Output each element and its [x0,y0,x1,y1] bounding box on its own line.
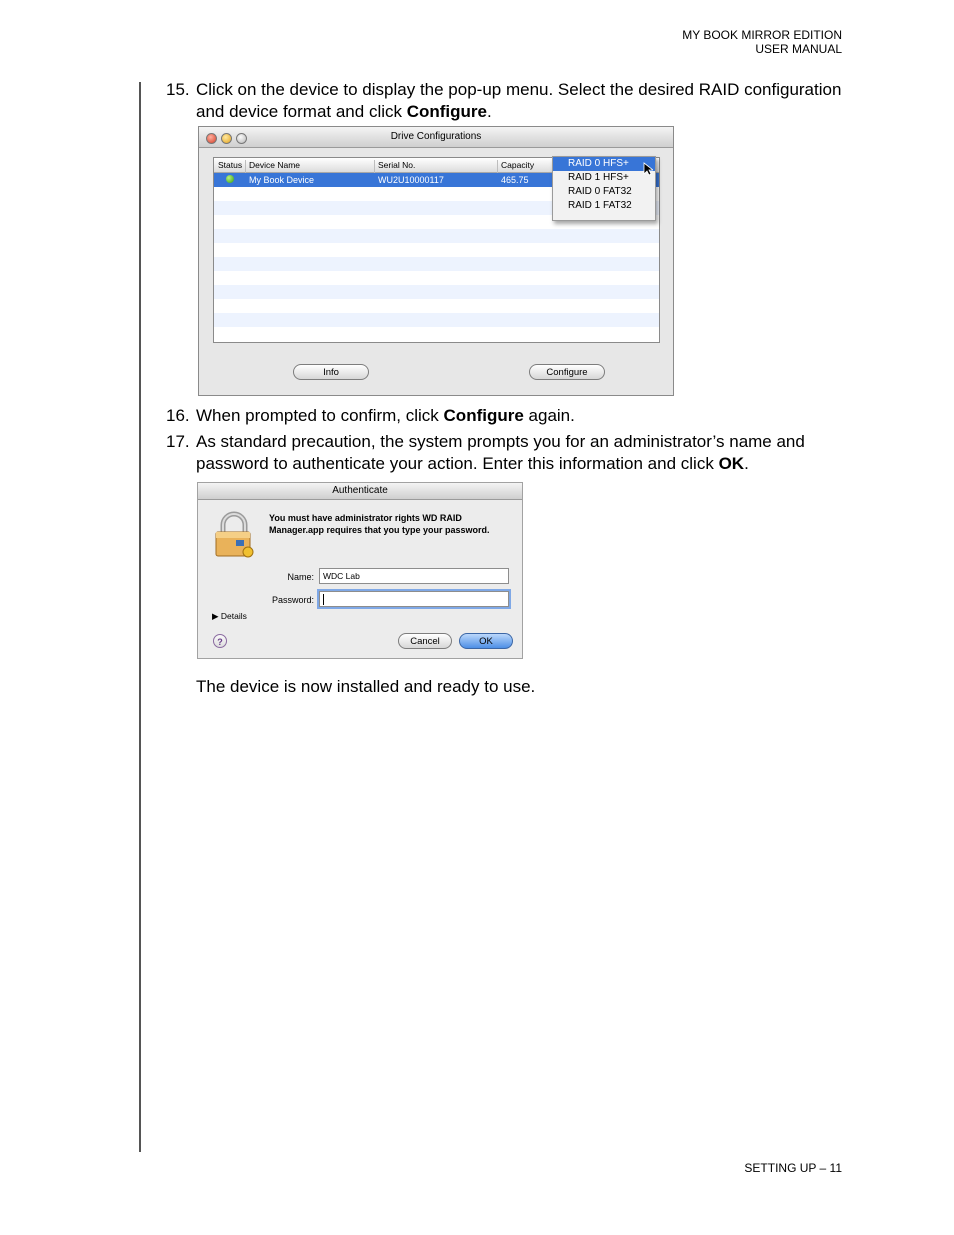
capacity-cell: 465.75 [501,175,529,185]
status-ok-icon [226,175,234,183]
step-17 [166,431,856,475]
window-titlebar [198,483,522,500]
step-number: 17. [166,432,190,451]
step-text: When prompted to confirm, click Configure again. [196,406,575,425]
name-field[interactable]: WDC Lab [319,568,509,584]
menu-item-raid1-hfs[interactable]: RAID 1 HFS+ [568,172,629,183]
auth-message: You must have administrator rights WD RAID Manager.app requires that you type your password. [269,513,490,535]
details-disclosure[interactable] [212,611,247,622]
step-keyword: Configure [406,102,487,121]
authenticate-dialog [197,482,523,659]
step-16 [166,405,856,427]
ok-button[interactable]: OK [459,633,513,649]
margin-rule [139,82,141,1152]
page-footer: SETTING UP – 11 [744,1161,842,1175]
step-text: As standard precaution, the system prompts you for an administrator’s name and password to authenticate your action. Enter this information and click OK. [196,432,805,473]
menu-item-raid1-fat32[interactable]: RAID 1 FAT32 [568,200,632,211]
step-keyword: Configure [443,406,524,425]
info-button[interactable]: Info [293,364,369,380]
step-15 [166,79,856,123]
step-number: 15. [166,80,190,99]
device-name-cell: My Book Device [249,175,315,185]
drive-configurations-window [198,126,674,396]
column-serial[interactable]: Serial No. [378,160,416,170]
cancel-button[interactable]: Cancel [398,633,452,649]
table-row [214,229,659,243]
configure-button[interactable]: Configure [529,364,605,380]
help-button[interactable]: ? [213,634,227,648]
menu-item-raid0-fat32[interactable]: RAID 0 FAT32 [568,186,632,197]
menu-item-raid0-hfs[interactable]: RAID 0 HFS+ [553,157,655,171]
table-row [214,327,659,341]
page-header [682,28,842,56]
step-text: Click on the device to display the pop-up menu. Select the desired RAID configuration and device format and click Configure. [196,80,842,121]
window-title: Authenticate [332,485,388,496]
header-title: MY BOOK MIRROR EDITION [682,28,842,42]
pointer-cursor-icon [643,162,653,179]
raid-popup-menu [552,156,656,221]
table-row [214,243,659,257]
step-keyword: OK [718,454,745,473]
window-titlebar [199,127,673,148]
column-status[interactable]: Status [218,160,243,170]
lock-icon [214,511,256,564]
password-label: Password: [271,595,314,605]
details-label: Details [220,611,247,621]
table-row [214,285,659,299]
step-number: 16. [166,406,190,425]
table-row [214,299,659,313]
column-device-name[interactable]: Device Name [249,160,301,170]
table-row [214,313,659,327]
header-subtitle: USER MANUAL [755,42,842,56]
table-row [214,271,659,285]
closing-text: The device is now installed and ready to use. [196,677,536,696]
column-capacity[interactable]: Capacity [501,160,535,170]
window-title: Drive Configurations [390,131,482,142]
serial-cell: WU2U10000117 [378,175,444,185]
disclosure-triangle-icon: ▶ [212,611,219,621]
name-label: Name: [287,572,314,582]
password-field[interactable] [319,591,509,607]
table-row [214,257,659,271]
